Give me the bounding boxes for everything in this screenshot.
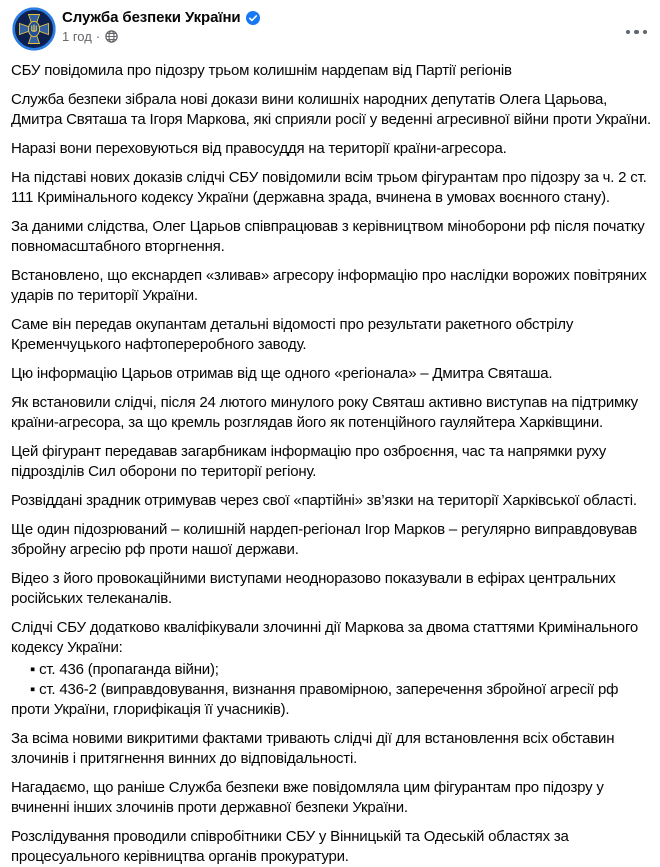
post-paragraph: Нагадаємо, що раніше Служба безпеки вже повідомляла цим фігурантам про підозру у вчиненні інших злочинів проти державної безпеки України. [11, 779, 604, 816]
more-options-button[interactable] [619, 22, 647, 42]
post-paragraph: Відео з його провокаційними виступами неодноразово показували в ефірах центральних російських телеканалів. [11, 570, 616, 607]
post-paragraph: За всіма новими викритими фактами тривають слідчі дії для встановлення всіх обставин злочинів і притягнення винних до відповідальності. [11, 730, 615, 767]
sbu-emblem-icon [12, 7, 56, 51]
post-header [0, 0, 660, 51]
post-bullet-item: ▪ ст. 436 (пропаганда війни); [30, 661, 219, 678]
post-paragraph: На підставі нових доказів слідчі СБУ повідомили всім трьом фігурантам про підозру за ч. 2 ст. 111 Кримінального кодексу України (державна зрада, вчинена в умовах воєнного стану). [11, 169, 647, 206]
post-paragraph: Розслідування проводили співробітники СБУ у Вінницькій та Одеській областях за процесуального керівництва органів прокуратури. [11, 828, 569, 865]
post-paragraph: За даними слідства, Олег Царьов співпрацював з керівництвом міноборони рф після початку повномасштабного вторгнення. [11, 218, 645, 255]
post-paragraph: Саме він передав окупантам детальні відомості про результати ракетного обстрілу Кременчуцького нафтопереробного заводу. [11, 316, 574, 353]
timestamp-link[interactable]: 1 год [62, 29, 92, 44]
post-paragraph: Як встановили слідчі, після 24 лютого минулого року Святаш активно виступав на підтримку країни-агресора, за що кремль розглядав його як потенційного гауляйтера Харківщини. [11, 394, 638, 431]
page-avatar[interactable] [12, 7, 56, 51]
ellipsis-icon [626, 30, 648, 35]
public-globe-icon [105, 30, 118, 43]
verified-badge-icon [246, 11, 260, 25]
post-text [0, 51, 660, 867]
post-paragraph: Цей фігурант передавав загарбникам інформацію про озброєння, час та напрямки руху підрозділів Сил оборони по території регіону. [11, 443, 607, 480]
post-meta [62, 30, 260, 43]
post-paragraph: Встановлено, що екснардеп «зливав» агресору інформацію про наслідки ворожих повітряних ударів по території України. [11, 267, 647, 304]
meta-dot-separator: · [95, 29, 101, 44]
post-paragraph: Цю інформацію Царьов отримав від ще одного «регіонала» – Дмитра Святаша. [11, 365, 553, 382]
post-paragraph: СБУ повідомила про підозру трьом колишнім нардепам від Партії регіонів [11, 62, 512, 79]
page-name-link[interactable]: Служба безпеки України [62, 9, 241, 26]
post-paragraph: Наразі вони переховуються від правосуддя на території країни-агресора. [11, 140, 507, 157]
post-paragraph: Розвіддані зрадник отримував через свої «партійні» зв’язки на території Харківської області. [11, 492, 637, 509]
post-bullet-item: ▪ ст. 436-2 (виправдовування, визнання правомірною, заперечення збройної агресії рф проти України, глорифікація її учасників). [11, 681, 619, 718]
post-paragraph: Служба безпеки зібрала нові докази вини колишніх народних депутатів Олега Царьова, Дмитра Святаша та Ігоря Маркова, які сприяли росії у веденні агресивної війни проти України. [11, 91, 651, 128]
header-info [62, 7, 260, 43]
post-paragraph: Слідчі СБУ додатково кваліфікували злочинні дії Маркова за двома статтями Кримінального кодексу України: [11, 619, 639, 656]
post-paragraph: Ще один підозрюваний – колишній нардеп-регіонал Ігор Марков – регулярно виправдовував збройну агресію рф проти нашої держави. [11, 521, 638, 558]
